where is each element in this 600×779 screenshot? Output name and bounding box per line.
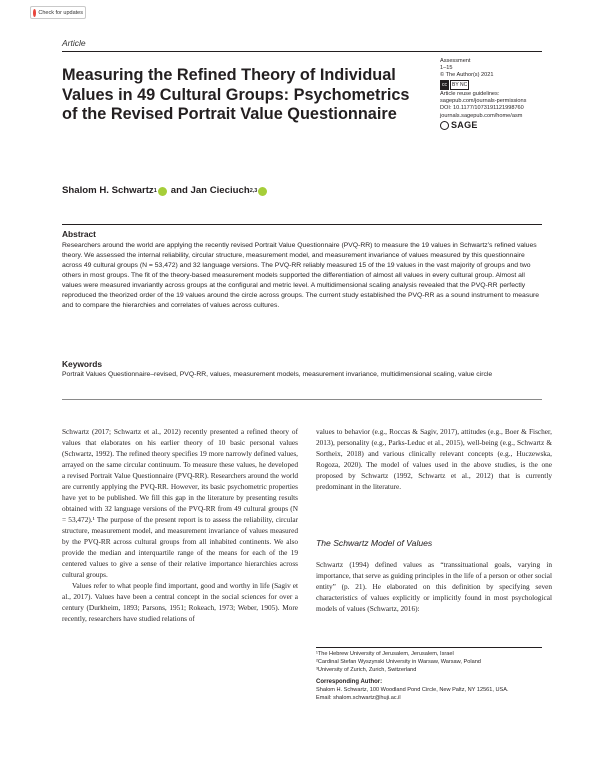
- keywords-text: Portrait Values Questionnaire–revised, PVQ-RR, values, measurement models, measurement invariance, multidimensional scaling, value circle: [62, 371, 493, 378]
- body-left-column: [62, 426, 298, 624]
- author-2-affiliation: 2,3: [249, 187, 258, 194]
- corresponding-author-email[interactable]: Email: shalom.schwartz@huji.ac.il: [316, 695, 401, 702]
- affiliation-3: ³University of Zurich, Zurich, Switzerland: [316, 667, 417, 674]
- body-right-column: [316, 426, 552, 492]
- body-paragraph: Schwartz (1994) defined values as “transsituational goals, varying in importance, that serve as guiding principles in the life of a person or other social entity” (p. 21). He elaborated on this definition by specifying seven characteristics of values explicitly or implicitly found in most psychological models of values (Schwartz, 2016):: [316, 560, 552, 613]
- keywords-rule: [62, 399, 542, 400]
- copyright: © The Author(s) 2021: [440, 72, 494, 79]
- body-paragraph: Schwartz (2017; Schwartz et al., 2012) recently presented a refined theory of values that elaborates on his earlier theory of 10 basic personal values (Schwartz, 1992). The refined theory specifies 19 more narrowly defined values, arrayed on the same circular continuum. To measure these values, he developed a revised Portrait Value Questionnaire (PVQ-RR). Researchers around the world are currently applying the PVQ-RR. However, its basic psychometric properties have yet to be published. We fill this gap in the literature by presenting results obtained with 32 language versions of the PVQ-RR from 49 cultural groups (N = 53,472).¹ The purpose of the present report is to assess the reliability, circular structure, measurement model, and measurement invariance of values measured by the PVQ-RR across cultural groups from all inhabited continents. We also provide the median and interquartile range of the means for each of the 19 centered values to give a sense of their relative importance hierarchies across cultural groups.: [62, 427, 298, 579]
- author-1-affiliation: 1: [153, 187, 157, 194]
- publisher-name: SAGE: [451, 119, 478, 130]
- badge-label: Check for updates: [38, 9, 83, 16]
- corresponding-author-heading: Corresponding Author:: [316, 678, 383, 685]
- affiliation-2: ²Cardinal Stefan Wyszynski University in Warsaw, Warsaw, Poland: [316, 659, 481, 666]
- journal-link[interactable]: journals.sagepub.com/home/asm: [440, 112, 523, 119]
- body-right-column-2: [316, 559, 552, 614]
- author-2: Jan Cieciuch: [190, 185, 250, 196]
- abstract-rule: [62, 224, 542, 225]
- cc-icon: cc: [440, 80, 449, 90]
- paper-title: Measuring the Refined Theory of Individual Values in 49 Cultural Groups: Psychometrics of the Revised Portrait Value Questionnaire: [62, 66, 410, 123]
- update-icon: [33, 9, 36, 17]
- by-nc-icon: BY NC: [450, 80, 469, 90]
- doi[interactable]: DOI: 10.1177/1073191121998760: [440, 105, 524, 112]
- keywords-heading: Keywords: [62, 359, 103, 369]
- author-1: Shalom H. Schwartz: [62, 185, 154, 196]
- header-rule: [62, 51, 542, 52]
- body-paragraph: values to behavior (e.g., Roccas & Sagiv, 2017), attitudes (e.g., Boer & Fischer, 2013), personality (e.g., Parks-Leduc et al., 2015), well-being (e.g., Schwartz & Sortheix, 2018) and various clinically relevant concepts (e.g., Huczewska, Rogoza, 2020). The model of values used in the above studies, is the one proposed by Schwartz (1992, Schwartz et al., 2012) that is currently predominant in the literature.: [316, 427, 552, 491]
- page-range: 1–15: [440, 65, 453, 72]
- sage-logo-icon: [440, 121, 449, 130]
- article-type-label: Article: [62, 38, 86, 48]
- corresponding-author-address: Shalom H. Schwartz, 100 Woodland Pond Circle, New Paltz, NY 12561, USA.: [316, 686, 509, 693]
- journal-name: Assessment: [440, 58, 471, 64]
- publisher-logo: [440, 121, 560, 130]
- license-badge: [440, 80, 469, 90]
- check-for-updates-badge[interactable]: [30, 6, 86, 19]
- body-paragraph: Values refer to what people find important, good and worthy in life (Sagiv et al., 2017). Values have been a central concept in the social sciences for over a century (Durkheim, 1893; Parsons, 1951; Rokeach, 1973; Weber, 1905). More recently, researchers have studied relations of: [62, 581, 298, 623]
- footnote-rule: [316, 647, 542, 648]
- abstract-text: Researchers around the world are applying the recently revised Portrait Value Questionnaire (PVQ-RR) to measure the 19 values in Schwartz’s refined values theory. We assessed the internal reliability, circular structure, measurement model, and measurement invariance of values measured by this questionnaire across 49 cultural groups (N = 53,472) and 32 language versions. The PVQ-RR reliably measured 15 of the 19 values in the vast majority of groups and two others in most groups. The fit of the theory-based measurement models supported the differentiation of almost all values in every cultural group. Almost all values were measured invariantly across groups at the configural and metric level. A multidimensional scaling analysis revealed that the PVQ-RR perfectly reproduced the theorized order of the 19 values around the circle across groups. The current study established the PVQ-RR as a sound instrument to measure and to compare the hierarchies and correlates of values across cultures.: [62, 242, 540, 309]
- orcid-icon[interactable]: [158, 187, 167, 196]
- section-subheading: The Schwartz Model of Values: [316, 538, 433, 548]
- author-connector: and: [170, 185, 188, 196]
- orcid-icon[interactable]: [258, 187, 267, 196]
- affiliations: [316, 650, 542, 702]
- abstract-heading: Abstract: [62, 229, 96, 239]
- reuse-label: Article reuse guidelines:: [440, 91, 500, 98]
- affiliation-1: ¹The Hebrew University of Jerusalem, Jerusalem, Israel: [316, 651, 454, 657]
- author-list: [62, 185, 271, 196]
- journal-meta: [440, 58, 560, 130]
- reuse-link[interactable]: sagepub.com/journals-permissions: [440, 98, 527, 105]
